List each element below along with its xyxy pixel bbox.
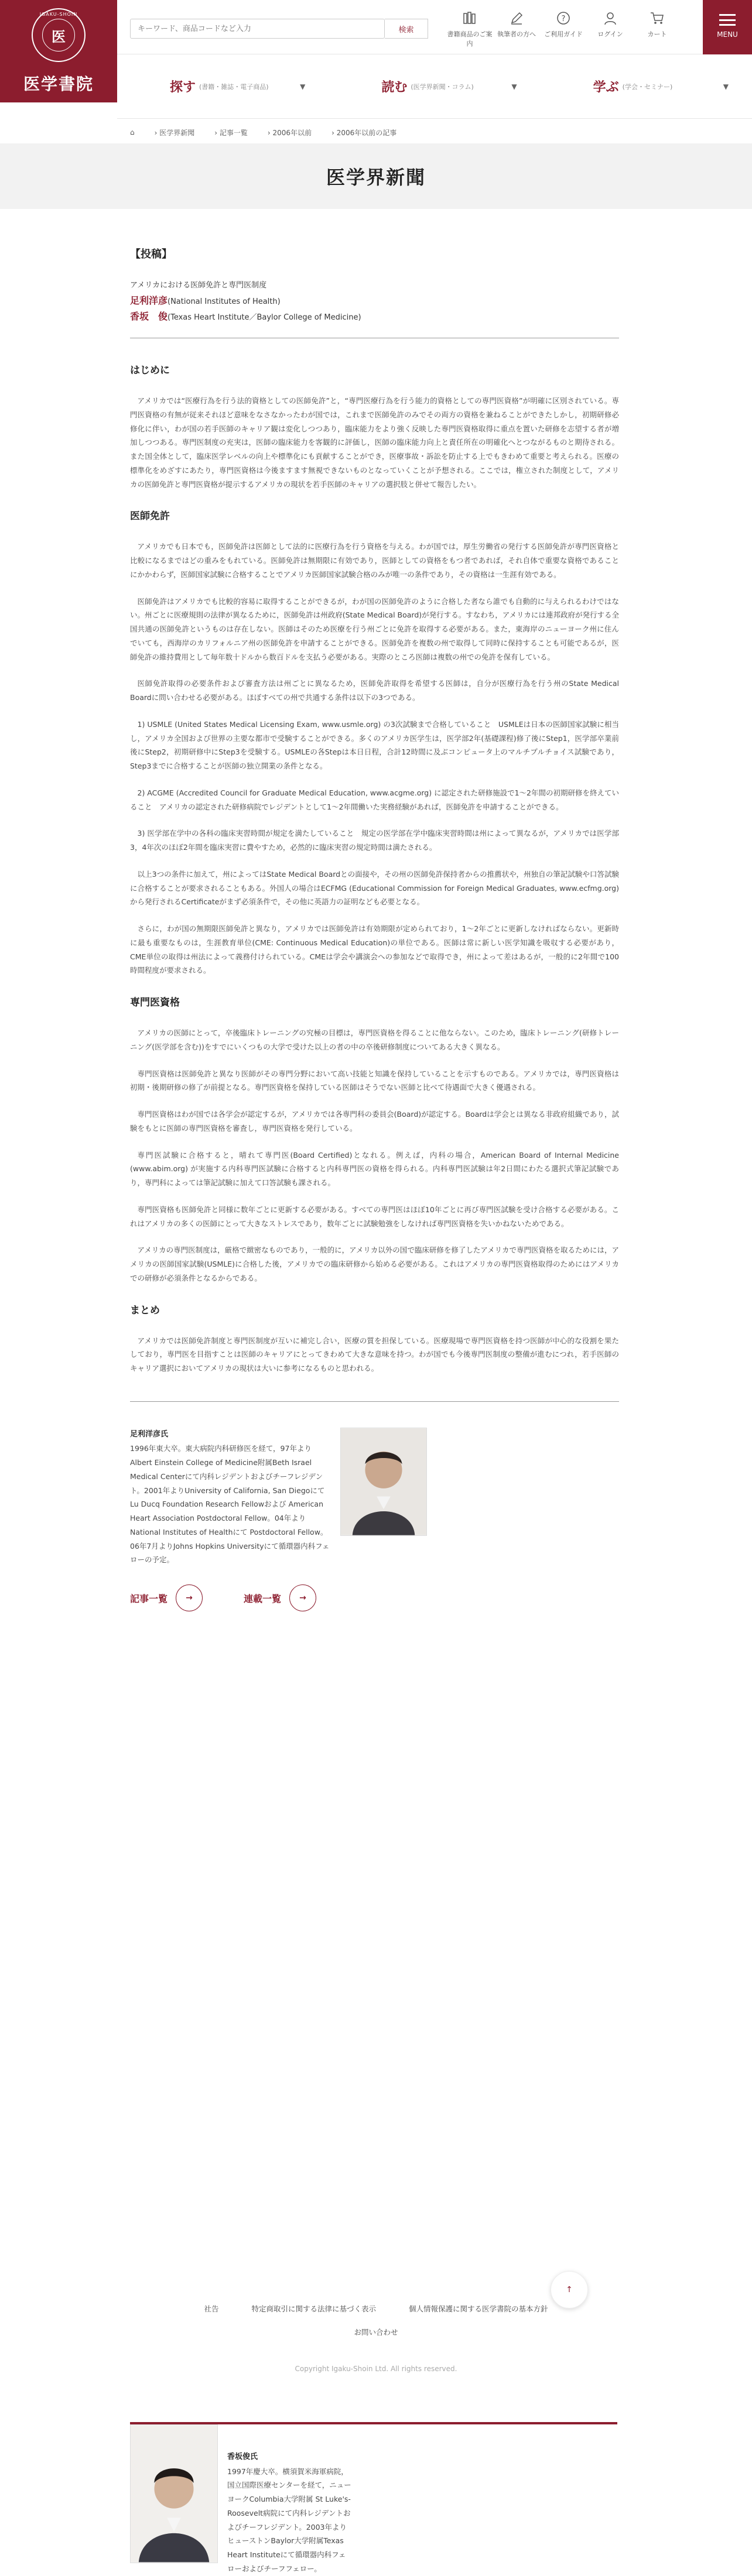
footer-link[interactable]: 個人情報保護に関する医学書院の基本方針 (409, 2304, 548, 2313)
header-link-label: 書籍商品のご案内 (447, 30, 493, 47)
category-label: 探す (170, 80, 196, 95)
category-read[interactable] (329, 54, 540, 118)
copyright: Copyright Igaku-Shoin Ltd. All rights reserved. (295, 2365, 457, 2373)
category-label: 読む (381, 80, 408, 95)
header-link-authors[interactable] (493, 11, 540, 48)
logo-seal-text: IGAKU-SHOIN (39, 12, 78, 17)
menu-label: MENU (717, 30, 738, 39)
article-subtitle: アメリカにおける医師免許と専門医制度 (130, 281, 267, 290)
article (130, 246, 619, 1611)
paragraph: 専門医資格も医師免許と同様に数年ごとに更新する必要がある。すべての専門医はほぼ10年ごとに再び専門医試験を受け合格する必要がある。これはアメリカの多くの医師にとって大きなストレスであり，数年ごとに試験勉強をしなければ専門医資格を失いかねないためである。 (130, 1205, 619, 1228)
paragraph: 3) 医学部在学中の各科の臨床実習時間が規定を満たしていること 規定の医学部在学中臨床実習時間は州によって異なるが，アメリカでは医学部3，4年次のほぼ2年間を臨床実習に費やすため，必然的に臨床実習の規定時間は満たされる。 (130, 829, 619, 852)
paragraph: 1) USMLE (United States Medical Licensing Exam, www.usmle.org) の3次試験まで合格していること USMLEは日本の医師国家試験に相当し，アメリカ全国および世界の主要な都市で受験することができる。多くのアメリカ医学生は，医学部2年(基礎課程)修了後にStep1，医学部卒業前後にStep2，初期研修中にStep3を受験する。USMLEの各Stepは本日日程，合計12時間に及ぶコンピュータ上のマルチプルチョイス試験であり，Step3までに合格することが医師の独立開業の条件となる。 (130, 719, 619, 770)
chevron-down-icon: ▼ (511, 82, 517, 91)
header-link-cart[interactable] (634, 11, 681, 48)
author-name: 足利洋彦 (130, 295, 168, 306)
paragraph: アメリカの専門医制度は，厳格で緻密なものであり，一般的に，アメリカ以外の国で臨床研修を修了したアメリカで専門医資格を取るためには，アメリカの医師国家試験(USMLE)に合格した後，アメリカでの臨床研修から始める必要がある。これはアメリカの専門医資格取得のためにはアメリカでの研修が必須条件となるからである。 (130, 1246, 619, 1282)
profile-bio: 1997年慶大卒。横須賀米海軍病院，国立国際医療センターを経て，ニューヨークColumbia大学附属 St Luke's-Roosevelt病院にて内科レジデントおよびチーフレジデント。2003年よりヒューストンBaylor大学附属Texas Heart Instituteにて循環器内科フェローおよびチーフフェロー。 (227, 2467, 351, 2573)
paragraph: アメリカでは医師免許制度と専門医制度が互いに補完し合い，医療の質を担保している。医療現場で専門医資格を持つ医師が中心的な役割を果たしており，専門医を目指すことは医師のキャリアにとってきわめて大きな意味を持つ。わが国でも今後専門医制度の整備が進むにつれ，若手医師のキャリア選択においてアメリカの現状は大いに参考になるものと思われる。 (130, 1336, 619, 1373)
paragraph: アメリカでは“医療行為を行う法的資格としての医師免許”と，“専門医療行為を行う能力的資格としての専門医資格”が明確に区別されている。専門医資格の有無が従来それほど意味をなさなかったわが国では，これまで医師免許のみでその両方の資格を兼ねることができたしかし，初期研修必修化に伴い，わが国の若手医師のキャリア観は変化しつつあり，臨床能力をより強く反映した専門医資格取得に重点を置いた研修を志望する者が増加しつつある。専門医制度の充実は，医師の臨床能力を客観的に評価し，医師の臨床能力向上と責任所在の明確化へとつながるものと期待される。また国全体として，臨床医学レベルの向上や標準化にも貢献することができ，医療事故・訴訟を防止する上でもきわめて重要と考えられる。医療の標準化をめざすにあたり，専門医資格は今後ますます無視できないものとなっていくことが予想される。ここでは，権立された制度として，アメリカの医師免許と専門医資格が提示するアメリカの現状を若手医師のキャリアの選択肢と併せて報告したい。 (130, 396, 619, 489)
chevron-down-icon: ▼ (300, 82, 306, 91)
hamburger-icon (719, 14, 736, 26)
footer-links-row (0, 2303, 752, 2314)
search-input[interactable] (131, 19, 384, 38)
profile-text (130, 1428, 332, 1567)
chevron-down-icon: ▼ (723, 82, 729, 91)
author-line (130, 293, 619, 307)
footer-links-row (0, 2327, 752, 2337)
profile-name: 香坂俊氏 (227, 2452, 258, 2461)
paragraph: さらに，わが国の無期限医師免許と異なり，アメリカでは医師免許は有効期限が定められており，1〜2年ごとに更新しなければならない。更新時に最も重要なものは，生涯教育単位(CME: Continuous Medical Education)の単位である。医師は常に新しい医学知識を吸収する必要があり，CME単位の取得は州法によって義務付けられている。CMEは学会や講演会への参加などで取得でき，州によって差はあるが，一般的に2年間で100時間程度が要求される。 (130, 924, 619, 975)
author-photo (130, 2424, 218, 2563)
svg-text:?: ? (561, 15, 566, 23)
section-heading: まとめ (130, 1304, 160, 1316)
author-photo (340, 1428, 427, 1536)
category-label: 学ぶ (593, 80, 619, 95)
cart-icon (650, 11, 665, 26)
profile-name: 足利洋彦氏 (130, 1429, 169, 1439)
author-profile (130, 2424, 353, 2576)
navlink-label: 記事一覧 (130, 1593, 168, 1604)
header-link-books[interactable] (446, 11, 493, 48)
category-sub: (医学界新聞・コラム) (411, 83, 474, 91)
logo-seal-mark: 医 (42, 19, 75, 52)
breadcrumb-item: › 2006年以前の記事 (331, 128, 397, 137)
brand-name: 医学書院 (23, 74, 94, 94)
books-icon (462, 11, 477, 26)
logo-seal (32, 8, 86, 62)
arrow-up-icon: ↑ (566, 2285, 573, 2294)
category-learn[interactable] (541, 54, 752, 118)
header-link-label: ログイン (597, 30, 623, 38)
paragraph: 専門医資格は医師免許と異なり医師がその専門分野において高い技能と知識を保持していることを示すものである。アメリカでは，専門医資格は初期・後期研修の修了が前提となる。専門医資格を保持している医師はそうでない医師と比べて待遇面で大きく優遇される。 (130, 1069, 619, 1092)
paragraph: 以上3つの条件に加えて，州によってはState Medical Boardとの面接や，その州の医師免許保持者からの推薦状や，州独自の筆記試験や口答試験に合格することが要求されることもある。外国人の場合はECFMG (Educational Commission for Foreign Medical Graduates, www.ecfmg.org) から発行されるCertificateがまず必須条件で，その他に英語力の証明なども必要となる。 (130, 869, 619, 907)
breadcrumb-item[interactable]: › 2006年以前 (267, 128, 312, 137)
series-list-link[interactable] (244, 1584, 316, 1611)
section-heading: 専門医資格 (130, 997, 180, 1009)
paragraph: 専門医資格はわが国では各学会が認定するが，アメリカでは各専門科の委員会(Board)が認定する。Boardは学会とは異なる非政府組織であり，試験をもとに医師の専門医資格を審査し，専門医資格を発行している。 (130, 1110, 619, 1133)
category-nav (117, 54, 752, 119)
profile-bio: 1996年東大卒。東大病院内科研修医を経て，97年よりAlbert Einstein College of Medicine附属Beth Israel Medical Centerにて内科レジデントおよびチーフレジデント。2001年よりUniversity of California, San Diegoにて Lu Ducq Foundation Research Fellowおよび American Heart Association Postdoctoral Fellow。04年よりNational Institutes of Healthにて Postdoctoral Fellow。06年7月よりJohns Hopkins Universityにて循環器内科フェローの予定。 (130, 1444, 330, 1565)
footer-link[interactable]: 特定商取引に関する法律に基づく表示 (251, 2304, 376, 2313)
category-search[interactable] (117, 54, 329, 118)
header-link-label: 執筆者の方へ (497, 30, 536, 38)
article-kind: 【投稿】 (130, 248, 172, 260)
profile-text (227, 2450, 353, 2576)
paragraph: 医師免許はアメリカでも比較的容易に取得することができるが，わが国の医師免許のように合格した者なら誰でも自動的に与えられるわけではない。州ごとに医療規則の法律が異なるために，医師免許は州政府(State Medical Board)が発行する。すなわち，アメリカには連邦政府が発行する全国共通の医師免許というものは存在しない。医師はそのため医療を行う州ごとに免許を取得する必要がある。また，東海岸のニューヨーク州に住んでいても，西海岸のカリフォルニア州の医師免許を申請することができる。医師免許を複数の州で取得して同時に保持することも可能であるが，医師免許の維持費用として毎年数十ドルから数百ドルを支払う必要がある。実際のところ医師は複数の州での免許を保有している。 (130, 596, 619, 661)
article-nav (130, 1584, 619, 1611)
footer-link[interactable]: お問い合わせ (354, 2328, 398, 2337)
category-sub: (学会・セミナー) (622, 83, 673, 91)
divider (130, 1401, 619, 1402)
footer-links (0, 2303, 752, 2350)
arrow-right-icon: → (176, 1584, 203, 1611)
paragraph: 2) ACGME (Accredited Council for Graduate Medical Education, www.acgme.org) に認定された研修施設で1〜2年間の初期研修を終えていること アメリカの認定された研修病院でレジデントとして1〜2年間働いた実務経験があれば，医師免許を申請することができる。 (130, 788, 619, 811)
menu-button[interactable] (703, 0, 752, 54)
arrow-right-icon: → (289, 1584, 316, 1611)
header-link-guide[interactable] (540, 11, 587, 48)
section-heading: 医師免許 (130, 510, 170, 523)
header-link-label: ご利用ガイド (544, 30, 583, 38)
search-button[interactable]: 検索 (385, 19, 428, 39)
author-affiliation: (National Institutes of Health) (168, 297, 281, 306)
author-name: 香坂 俊 (130, 311, 168, 322)
page-title: 医学界新聞 (326, 166, 426, 188)
search-box (130, 19, 385, 39)
footer-link[interactable]: 社告 (204, 2304, 219, 2313)
paragraph: アメリカの医師にとって，卒後臨床トレーニングの究極の目標は，専門医資格を得ることに他ならない。このため，臨床トレーニング(研修トレーニング(医学部を含む))をすでにいくつもの大学で受けた以上の者の中の卒後研修制度についてある大きく異なる。 (130, 1028, 619, 1051)
header-icons (446, 11, 681, 48)
breadcrumb (130, 123, 416, 142)
section-heading: はじめに (130, 365, 170, 376)
page-title-bar (0, 143, 752, 209)
paragraph: 専門医試験に合格すると，晴れて専門医(Board Certified)となれる。例えば，内科の場合，American Board of Internal Medicine (www.abim.org) が実施する内科専門医試験に合格すると内科専門医の資格を得られる。内科専門医試験は年2日間にわたる選択式筆記試験であり，専門科によっては筆記試験に加えて口答試験も課される。 (130, 1150, 619, 1187)
site-logo[interactable] (0, 0, 117, 102)
navlink-label: 連載一覧 (244, 1593, 282, 1604)
header-link-label: カート (647, 30, 667, 38)
person-icon (603, 11, 618, 26)
breadcrumb-item[interactable]: › 記事一覧 (214, 128, 248, 137)
question-icon (556, 11, 571, 26)
category-sub: (書籍・雑誌・電子商品) (199, 83, 269, 91)
paragraph: アメリカでも日本でも，医師免許は医師として法的に医療行為を行う資格を与える。わが国では，厚生労働省の発行する医師免許が専門医資格と比較になるまではどの重みをもれている。医師免許は無期限に有効であり，医師としての資格をもつ者であれば，それ自体で重要な資格であることにかかわらず，医師国家試験に合格することでアメリカ医師国家試験合格のみが唯一の条件であり，その資格は一生涯有効である。 (130, 542, 619, 579)
author-affiliation: (Texas Heart Institute／Baylor College of Medicine) (168, 313, 361, 322)
header-link-login[interactable] (587, 11, 634, 48)
author-profile (130, 1428, 619, 1567)
author-line (130, 309, 619, 323)
breadcrumb-item[interactable]: › 医学界新聞 (154, 128, 195, 137)
paragraph: 医師免許取得の必要条件および審査方法は州ごとに異なるため，医師免許取得を希望する医師は，自分が医療行為を行う州のState Medical Boardに問い合わせる必要がある。ほぼすべての州で共通する条件は以下の3つである。 (130, 679, 619, 702)
home-icon[interactable]: ⌂ (130, 128, 135, 136)
article-list-link[interactable] (130, 1584, 203, 1611)
pen-icon (509, 11, 524, 26)
